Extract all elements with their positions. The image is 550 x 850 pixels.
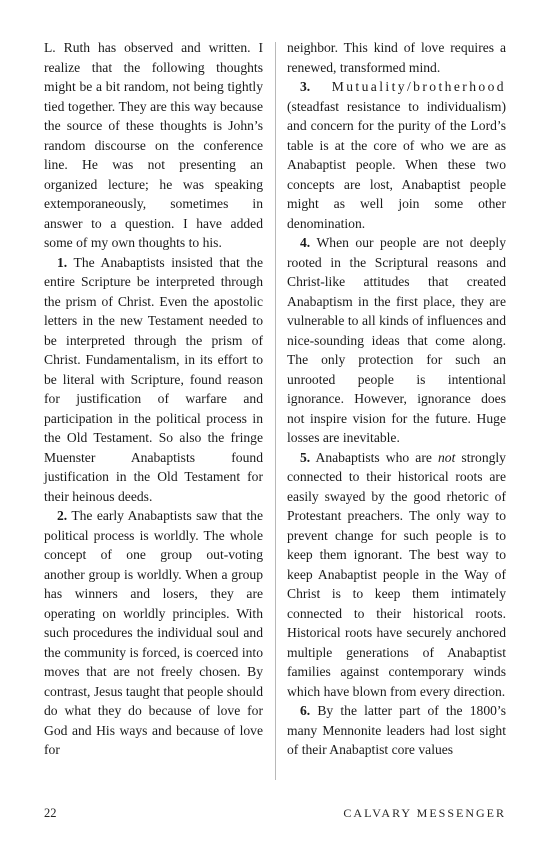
point-6-paragraph — [287, 701, 506, 760]
point-5-text-b: strongly connected to their historical roots are easily swayed by the good rhetoric of Protestant preachers. The only way to prevent change for such people is to keep them ignorant. The best way to keep Anabaptist people in the Way of Christ is to keep them intimately connected to their historical roots. Historical roots have securely anchored multiple generations of Anabaptist families against contemporary winds which have blown from every direction. — [287, 449, 506, 699]
point-6-text: By the latter part of the 1800’s many Mennonite leaders had lost sight of their Anabaptist core values — [287, 703, 506, 757]
point-5-text-a: Anabaptists who are — [310, 449, 438, 465]
point-3-paragraph — [287, 77, 506, 233]
right-column — [287, 38, 506, 760]
point-1-text: The Anabaptists insisted that the entire Scripture be interpreted through the prism of Christ. Even the apostolic letters in the new Testament needed to be interpreted through the prism of Christ. Fundamentalism, in its effort to be literal with Scripture, found reason for justification of warfare and participation in the political process in the Old Testament. So also the fringe Muenster Anabaptists found justification in the Old Testament for their heinous deeds. — [44, 254, 263, 504]
point-5-number: 5. — [300, 449, 311, 465]
point-2-number: 2. — [57, 508, 68, 523]
point-5-paragraph — [287, 448, 506, 702]
point-2-paragraph — [44, 506, 263, 760]
point-5-emphasis: not — [437, 449, 456, 465]
point-1-paragraph — [44, 253, 263, 507]
point-3-spaced-text: Mutuality/brotherhood — [310, 79, 506, 94]
point-4-paragraph — [287, 233, 506, 448]
intro-paragraph: L. Ruth has observed and written. I realize that the following thoughts might be a bit random, not being tightly tied together. They are this way because the source of these thoughts is John’s random discourse on the conference line. He was not presenting an organized lecture; he was speaking extemporaneously, sometimes in answer to a question. I have added some of my own thoughts to his. — [44, 40, 263, 250]
point-4-number: 4. — [300, 235, 311, 250]
point-2-text: The early Anabaptists saw that the political process is worldly. The whole concept of one group out-voting another group is worldly. When a group has winners and losers, they are operating on worldly principles. With such procedures the individual soul and the community is forced, is coerced into moves that are not freely chosen. By contrast, Jesus taught that people should do what they do because of love for God and His ways and because of love for — [44, 508, 263, 757]
point-3-text: (steadfast resistance to individualism) and concern for the purity of the Lord’s table is at the core of who we are as Anabaptist people. When these two concepts are lost, Anabaptist people might as well join some other denomination. — [287, 98, 506, 231]
point-3-number: 3. — [300, 79, 311, 94]
left-column — [44, 38, 263, 760]
point-1-number: 1. — [57, 254, 68, 270]
point-4-text: When our people are not deeply rooted in the Scriptural reasons and Christ-like attitudes that created Anabaptism in the first place, they are vulnerable to all kinds of influences and nice-sounding ideas that come along. The only protection for such an unrooted people is intentional ignorance. However, ignorance does not inspire vision for the future. Huge losses are inevitable. — [287, 235, 506, 445]
page-number: 22 — [44, 806, 57, 820]
column-divider — [275, 42, 276, 780]
continuation-paragraph: neighbor. This kind of love requires a renewed, transformed mind. — [287, 40, 506, 75]
running-title: CALVARY MESSENGER — [343, 806, 506, 820]
point-6-number: 6. — [300, 703, 311, 718]
